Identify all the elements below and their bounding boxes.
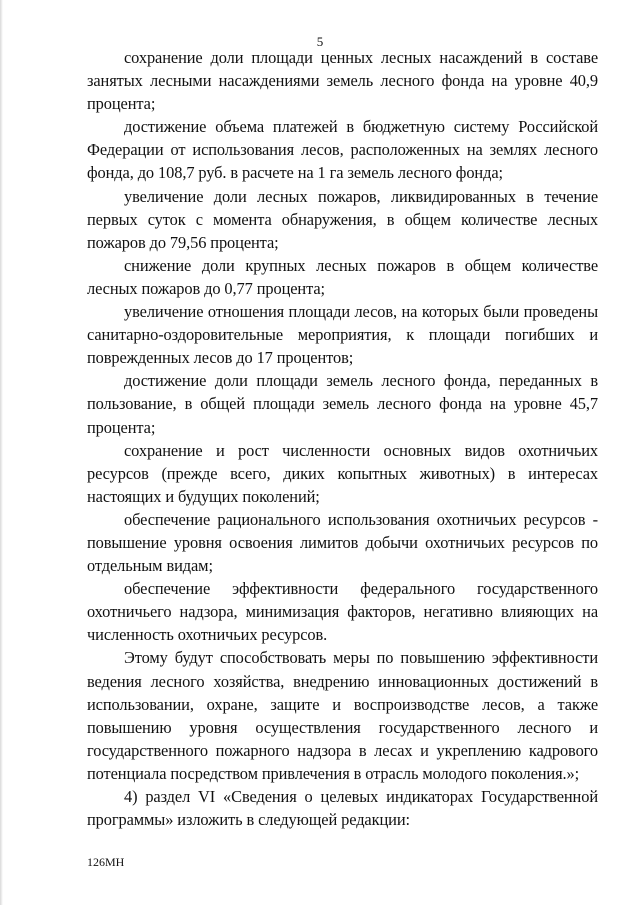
paragraph: сохранение и рост численности основных видов охотничьих ресурсов (прежде всего, диких копытных животных) в интересах настоящих и будущих поколений; — [87, 440, 598, 506]
paragraph: обеспечение рационального использования охотничьих ресурсов - повышение уровня освоения лимитов добычи охотничьих ресурсов по отдельным видам; — [87, 509, 598, 576]
document-code: 126МН — [87, 855, 125, 869]
paragraph: увеличение доли лесных пожаров, ликвидированных в течение первых суток с момента обнаружения, в общем количестве лесных пожаров до 79,56 процента; — [87, 186, 598, 252]
paragraph: достижение объема платежей в бюджетную систему Российской Федерации от использования лесов, расположенных на землях лесного фонда, до 108,7 руб. в расчете на 1 га земель лесного фонда; — [87, 117, 598, 183]
page-number: 5 — [316, 34, 324, 49]
paragraph: Этому будут способствовать меры по повышению эффективности ведения лесного хозяйства, внедрению инновационных достижений в использовании, охране, защите и воспроизводстве лесов, а также повышению уровня осуществления государственного лесного и государственного пожарного надзора в лесах и укреплению кадрового потенциала посредством привлечения в отрасль молодого поколения.»; — [87, 648, 598, 783]
paragraph: сохранение доли площади ценных лесных насаждений в составе занятых лесными насаждениями земель лесного фонда на уровне 40,9 процента; — [87, 48, 598, 114]
paragraph: достижение доли площади земель лесного фонда, переданных в пользование, в общей площади земель лесного фонда на уровне 45,7 процента; — [87, 371, 598, 437]
paragraph: обеспечение эффективности федерального государственного охотничьего надзора, минимизация факторов, негативно влияющих на численность охотничьих ресурсов. — [87, 579, 598, 645]
paragraph: 4) раздел VI «Сведения о целевых индикаторах Государственной программы» изложить в следующей редакции: — [87, 787, 598, 830]
paragraph: снижение доли крупных лесных пожаров в общем количестве лесных пожаров до 0,77 процента; — [87, 255, 598, 298]
paragraph: увеличение отношения площади лесов, на которых были проведены санитарно-оздоровительные мероприятия, к площади погибших и поврежденных лесов до 17 процентов; — [87, 302, 598, 368]
scan-edge — [0, 0, 3, 905]
document-body — [87, 46, 598, 831]
